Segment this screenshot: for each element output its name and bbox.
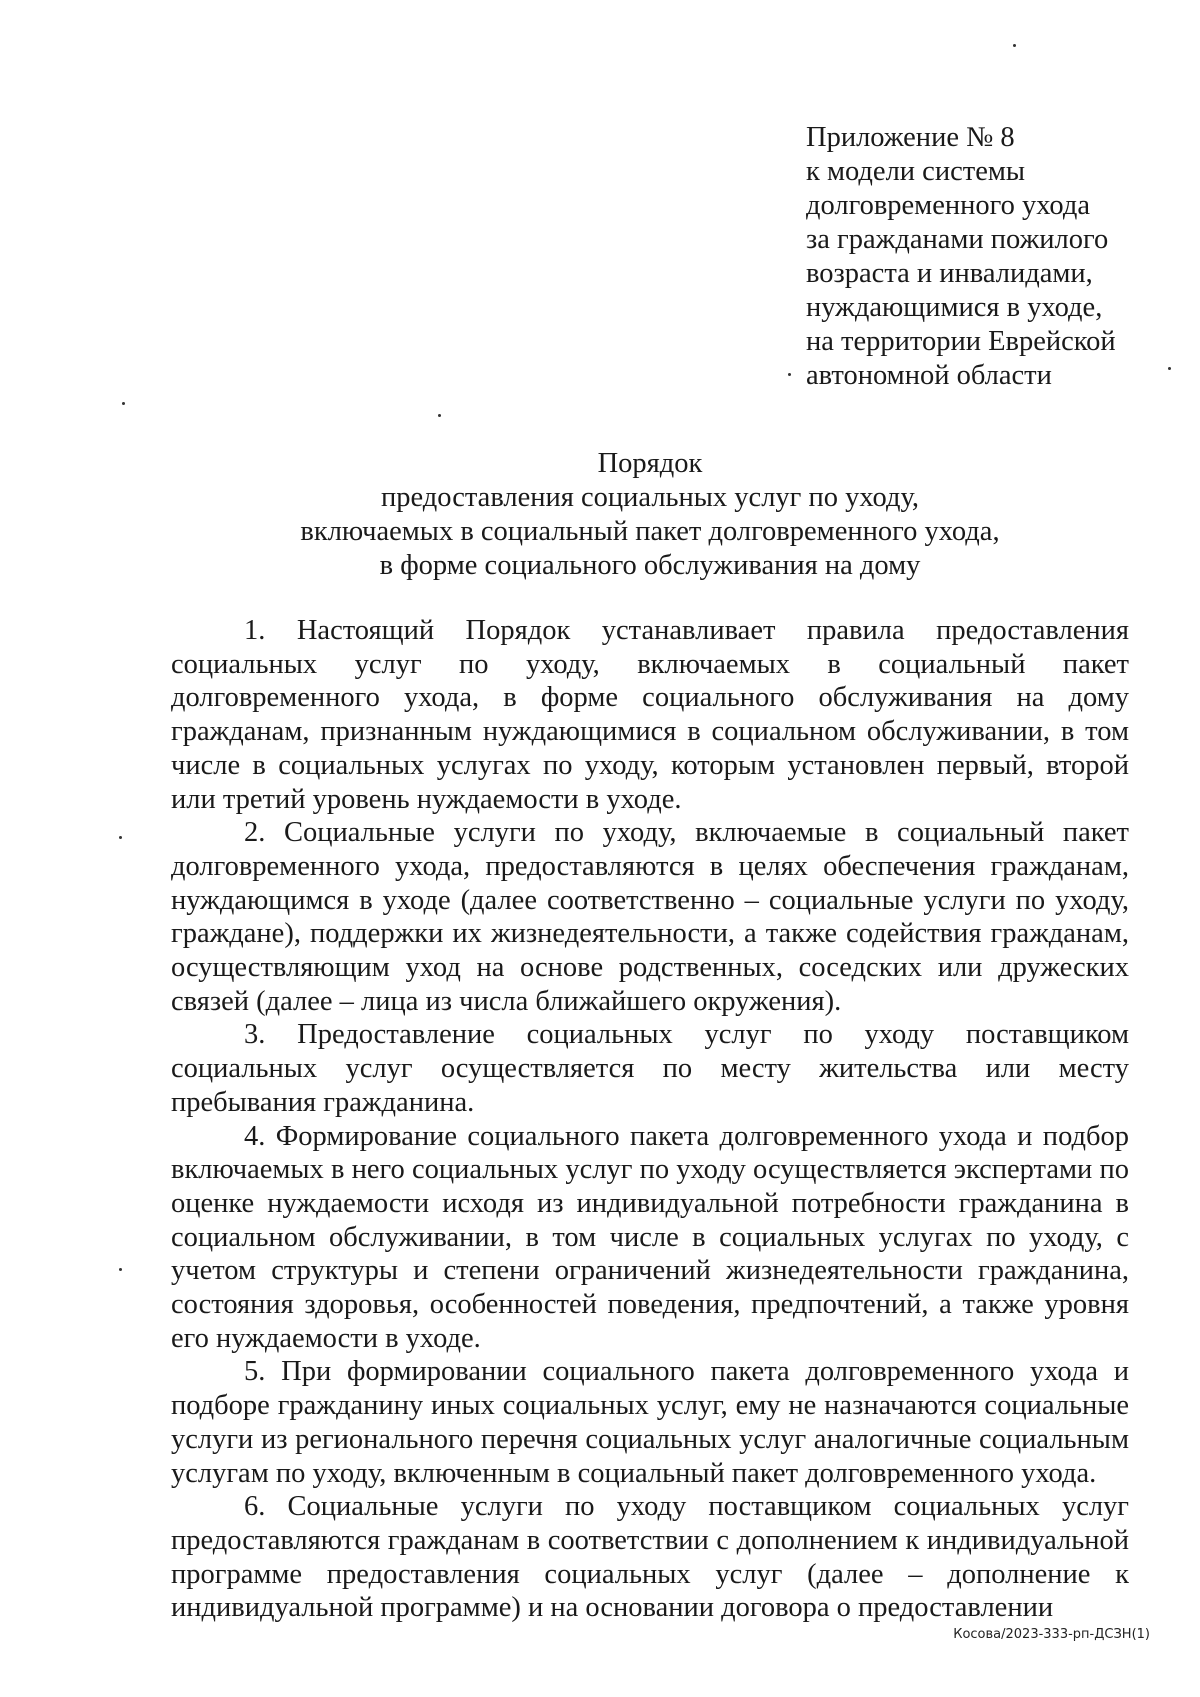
scan-speck bbox=[1168, 367, 1171, 370]
appendix-line: на территории Еврейской bbox=[806, 326, 1116, 357]
appendix-line: долговременного ухода bbox=[806, 190, 1090, 221]
document-footer-code: Косова/2023-333-рп-ДСЗН(1) bbox=[953, 1627, 1150, 1642]
appendix-header bbox=[806, 121, 1146, 393]
title-line: в форме социального обслуживания на дому bbox=[379, 550, 921, 581]
paragraph-3: 3. Предоставление социальных услуг по уходу поставщиком социальных услуг осуществляется по месту жительства или месту пребывания гражданина. bbox=[171, 1019, 1129, 1118]
title-line: включаемых в социальный пакет долговременного ухода, bbox=[300, 516, 1000, 547]
title-line: предоставления социальных услуг по уходу, bbox=[380, 482, 919, 513]
paragraph-5: 5. При формировании социального пакета долговременного ухода и подборе гражданину иных социальных услуг, ему не назначаются социальные услуги из регионального перечня социальных услуг аналогичные социальным услугам по уходу, включенным в социальный пакет долговременного ухода. bbox=[171, 1356, 1129, 1489]
scan-speck bbox=[122, 402, 125, 405]
scan-speck bbox=[119, 836, 122, 839]
appendix-line: автономной области bbox=[806, 360, 1052, 391]
paragraph-4: 4. Формирование социального пакета долговременного ухода и подбор включаемых в него социальных услуг по уходу осуществляется экспертами по оценке нуждаемости исходя из индивидуальной потребности гражданина в социальном обслуживании, в том числе в социальных услугах по уходу, с учетом структуры и степени ограничений жизнедеятельности гражданина, состояния здоровья, особенностей поведения, предпочтений, а также уровня его нуждаемости в уходе. bbox=[171, 1120, 1129, 1354]
scan-speck bbox=[1013, 44, 1016, 47]
scan-speck bbox=[438, 414, 441, 417]
paragraph-2: 2. Социальные услуги по уходу, включаемые в социальный пакет долговременного ухода, предоставляются в целях обеспечения гражданам, нуждающимся в уходе (далее соответственно – социальные услуги по уходу, граждане), поддержки их жизнедеятельности, а также содействия гражданам, осуществляющим уход на основе родственных, соседских или дружеских связей (далее – лица из числа ближайшего окружения). bbox=[171, 817, 1129, 1017]
appendix-line: Приложение № 8 bbox=[806, 122, 1015, 153]
document-body bbox=[171, 614, 1129, 1625]
paragraph-6: 6. Социальные услуги по уходу поставщиком социальных услуг предоставляются гражданам в соответствии с дополнением к индивидуальной программе предоставления социальных услуг (далее – дополнение к индивидуальной программе) и на основании договора о предоставлении bbox=[171, 1491, 1129, 1624]
appendix-line: за гражданами пожилого bbox=[806, 224, 1109, 255]
appendix-line: возраста и инвалидами, bbox=[806, 258, 1093, 289]
paragraph-1: 1. Настоящий Порядок устанавливает правила предоставления социальных услуг по уходу, включаемых в социальный пакет долговременного ухода, в форме социального обслуживания на дому гражданам, признанным нуждающимися в социальном обслуживании, в том числе в социальных услугах по уходу, которым установлен первый, второй или третий уровень нуждаемости в уходе. bbox=[171, 615, 1129, 815]
title-line: Порядок bbox=[597, 448, 703, 479]
appendix-line: нуждающимися в уходе, bbox=[806, 292, 1103, 323]
scan-speck bbox=[119, 1268, 122, 1271]
scan-speck bbox=[788, 373, 791, 376]
appendix-line: к модели системы bbox=[806, 156, 1026, 187]
document-title bbox=[170, 447, 1130, 583]
